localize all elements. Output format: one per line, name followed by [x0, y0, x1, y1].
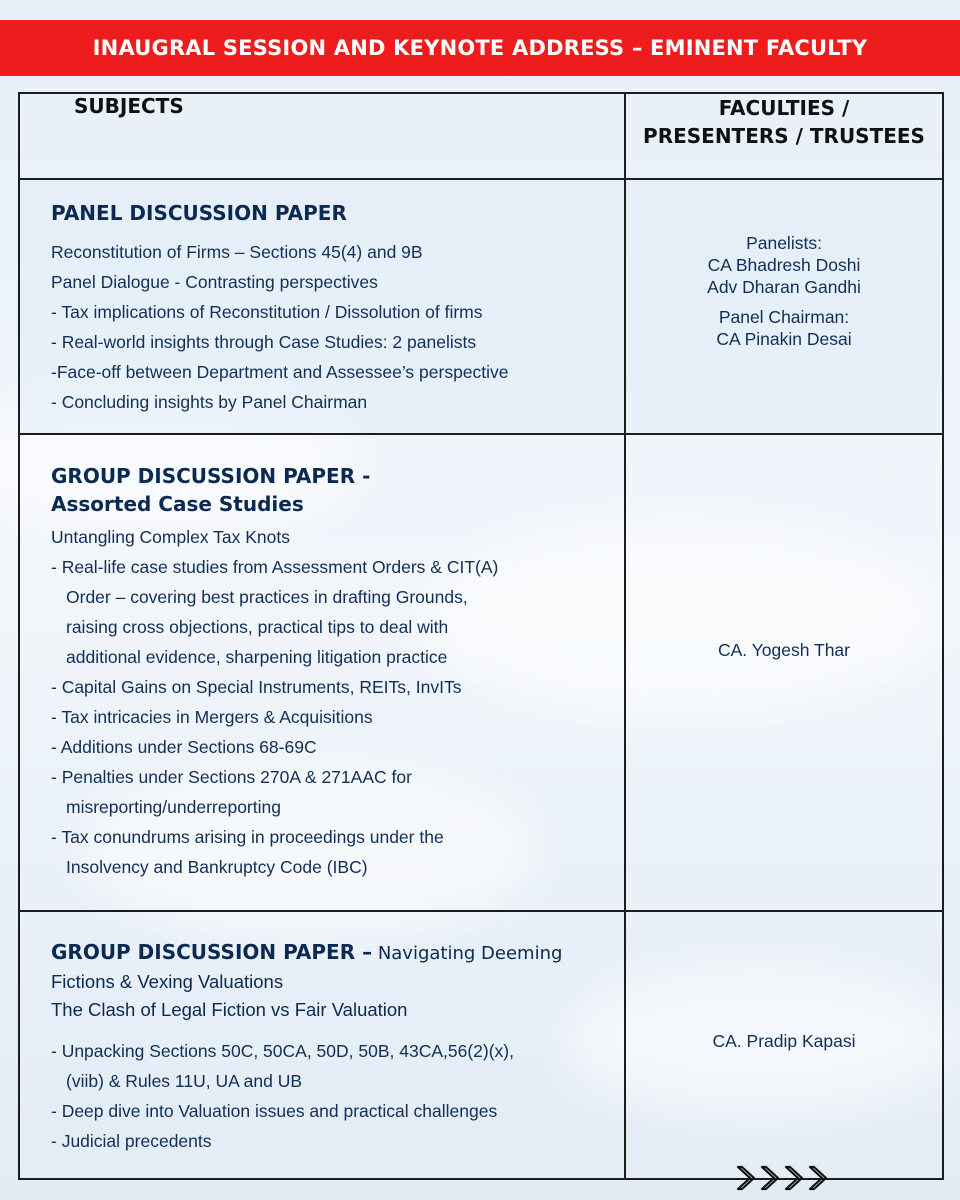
session-subtitle: Fictions & Vexing Valuations — [51, 971, 284, 992]
topic-line: - Real-world insights through Case Studies: 2 panelists — [51, 332, 477, 352]
session-title — [51, 938, 614, 968]
subject-cell — [19, 179, 625, 434]
subjects-header — [19, 93, 625, 179]
topic-line: Order – covering best practices in drafting Grounds, — [66, 587, 468, 607]
topic-line: - Deep dive into Valuation issues and practical challenges — [51, 1101, 498, 1121]
topic-line: - Tax intricacies in Mergers & Acquisitions — [51, 707, 373, 727]
chairman-label: Panel Chairman: — [718, 307, 850, 327]
session-subtitle: The Clash of Legal Fiction vs Fair Valuation — [51, 999, 408, 1020]
subject-cell — [19, 911, 625, 1179]
header-row — [19, 93, 943, 179]
next-arrows — [736, 1164, 832, 1192]
panelist-name: CA Bhadresh Doshi — [707, 255, 861, 275]
session-title-normal: Navigating Deeming — [372, 943, 563, 964]
topic-line: misreporting/underreporting — [66, 797, 281, 817]
topic-line: - Tax implications of Reconstitution / Dissolution of firms — [51, 302, 483, 322]
topic-line: - Judicial precedents — [51, 1131, 212, 1151]
title-banner — [0, 20, 960, 76]
topic-line: Reconstitution of Firms – Sections 45(4) and 9B — [51, 242, 423, 262]
topic-line: - Unpacking Sections 50C, 50CA, 50D, 50B, 43CA,56(2)(x), — [51, 1041, 514, 1061]
faculty-cell — [625, 434, 943, 911]
topic-line: (viib) & Rules 11U, UA and UB — [66, 1071, 303, 1091]
faculty-cell — [625, 911, 943, 1179]
subject-cell — [19, 434, 625, 911]
faculty-name: CA. Yogesh Thar — [718, 640, 850, 660]
topic-line: - Real-life case studies from Assessment Orders & CIT(A) — [51, 557, 499, 577]
faculties-header — [625, 93, 943, 179]
topic-line: additional evidence, sharpening litigation practice — [66, 647, 448, 667]
schedule-table — [18, 92, 944, 1180]
faculties-header-line2: PRESENTERS / TRUSTEES — [643, 124, 925, 148]
session-title: GROUP DISCUSSION PAPER - — [51, 464, 371, 488]
topic-line: -Face-off between Department and Assessee’s perspective — [51, 362, 509, 382]
topic-line: Untangling Complex Tax Knots — [51, 527, 290, 547]
topic-line: Insolvency and Bankruptcy Code (IBC) — [66, 857, 368, 877]
faculty-cell — [625, 179, 943, 434]
topic-line: - Capital Gains on Special Instruments, REITs, InvITs — [51, 677, 462, 697]
topic-line: - Concluding insights by Panel Chairman — [51, 392, 368, 412]
table-row-panel — [19, 179, 943, 434]
table-row-case-studies — [19, 434, 943, 911]
session-title-bold: GROUP DISCUSSION PAPER – — [51, 940, 373, 964]
topic-line: - Tax conundrums arising in proceedings under the — [51, 827, 444, 847]
topic-line: - Penalties under Sections 270A & 271AAC for — [51, 767, 412, 787]
session-title: PANEL DISCUSSION PAPER — [51, 201, 347, 225]
faculty-name: CA. Pradip Kapasi — [712, 1031, 856, 1051]
faculties-header-line1: FACULTIES / — [718, 96, 850, 120]
session-subtitle: Assorted Case Studies — [51, 492, 304, 516]
topic-line: Panel Dialogue - Contrasting perspectives — [51, 272, 378, 292]
panelist-name: Adv Dharan Gandhi — [707, 277, 861, 297]
subjects-header-label: SUBJECTS — [74, 94, 184, 118]
topic-line: - Additions under Sections 68-69C — [51, 737, 317, 757]
table-row-valuation — [19, 911, 943, 1179]
banner-title: INAUGRAL SESSION AND KEYNOTE ADDRESS – EMINENT FACULTY — [92, 36, 868, 60]
topic-line: raising cross objections, practical tips to deal with — [66, 617, 449, 637]
chevron-right-icon — [808, 1164, 836, 1192]
panelists-label: Panelists: — [746, 233, 822, 253]
chairman-name: CA Pinakin Desai — [716, 329, 852, 349]
